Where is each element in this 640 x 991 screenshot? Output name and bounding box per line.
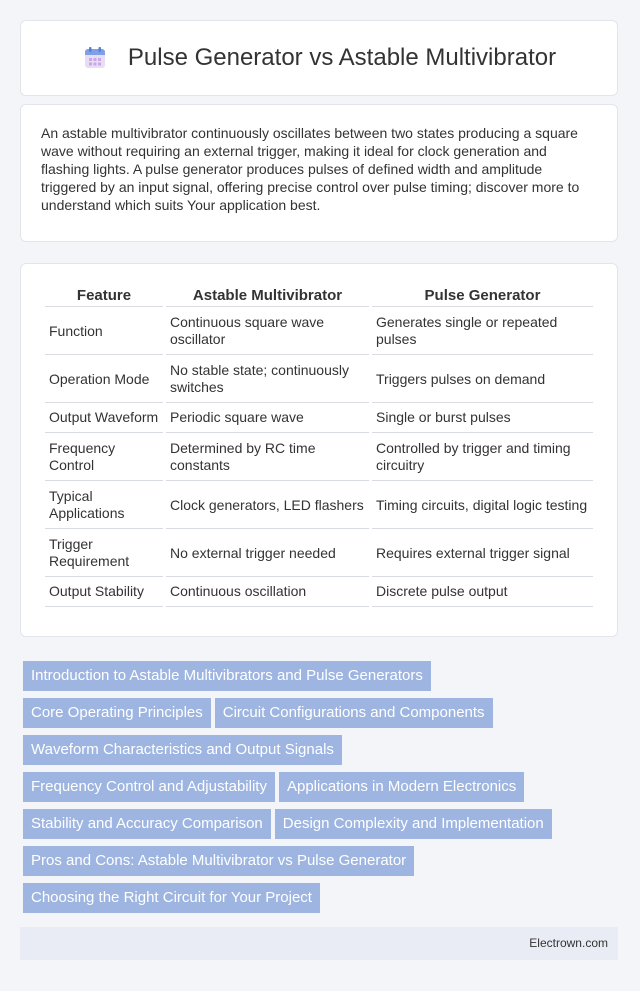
table-cell: Single or burst pulses — [372, 403, 593, 433]
table-cell: Clock generators, LED flashers — [166, 481, 369, 529]
table-row — [45, 481, 593, 529]
topic-tags — [23, 661, 613, 920]
table-cell: Frequency Control — [45, 433, 163, 481]
topic-tag-stability[interactable]: Stability and Accuracy Comparison — [23, 809, 271, 839]
column-header-astable: Astable Multivibrator — [166, 284, 369, 307]
title-card — [20, 20, 618, 96]
table-row — [45, 307, 593, 355]
table-cell: Timing circuits, digital logic testing — [372, 481, 593, 529]
topic-tag-waveform[interactable]: Waveform Characteristics and Output Signals — [23, 735, 342, 765]
table-cell: Operation Mode — [45, 355, 163, 403]
comparison-table — [42, 284, 596, 607]
table-cell: Requires external trigger signal — [372, 529, 593, 577]
comparison-table-card — [20, 263, 618, 637]
topic-tag-core-principles[interactable]: Core Operating Principles — [23, 698, 211, 728]
table-row — [45, 529, 593, 577]
topic-tag-pros-cons[interactable]: Pros and Cons: Astable Multivibrator vs Pulse Generator — [23, 846, 414, 876]
topic-tag-introduction[interactable]: Introduction to Astable Multivibrators and Pulse Generators — [23, 661, 431, 691]
topic-tag-choosing-circuit[interactable]: Choosing the Right Circuit for Your Project — [23, 883, 320, 913]
table-cell: Determined by RC time constants — [166, 433, 369, 481]
table-cell: Output Waveform — [45, 403, 163, 433]
intro-card — [20, 104, 618, 242]
table-row — [45, 403, 593, 433]
table-cell: Continuous square wave oscillator — [166, 307, 369, 355]
footer-site-name: Electrown.com — [529, 936, 608, 950]
table-cell: No stable state; continuously switches — [166, 355, 369, 403]
table-cell: Typical Applications — [45, 481, 163, 529]
table-header-row — [45, 284, 593, 307]
footer — [20, 927, 618, 960]
column-header-pulse: Pulse Generator — [372, 284, 593, 307]
table-cell: Triggers pulses on demand — [372, 355, 593, 403]
table-cell: Controlled by trigger and timing circuitry — [372, 433, 593, 481]
column-header-feature: Feature — [45, 284, 163, 307]
intro-paragraph: An astable multivibrator continuously oscillates between two states producing a square wave without requiring an external trigger, making it ideal for clock generation and flashing lights. A pulse generator produces pulses of defined width and amplitude triggered by an input signal, offering precise control over pulse timing; discover more to understand which suits Your application best. — [41, 125, 580, 213]
topic-tag-frequency-control[interactable]: Frequency Control and Adjustability — [23, 772, 275, 802]
table-cell: Generates single or repeated pulses — [372, 307, 593, 355]
table-cell: Trigger Requirement — [45, 529, 163, 577]
table-cell: Continuous oscillation — [166, 577, 369, 607]
topic-tag-applications[interactable]: Applications in Modern Electronics — [279, 772, 524, 802]
table-cell: No external trigger needed — [166, 529, 369, 577]
table-cell: Discrete pulse output — [372, 577, 593, 607]
table-row — [45, 577, 593, 607]
table-cell: Periodic square wave — [166, 403, 369, 433]
table-cell: Output Stability — [45, 577, 163, 607]
table-cell: Function — [45, 307, 163, 355]
calendar-icon — [82, 45, 108, 71]
table-row — [45, 433, 593, 481]
table-row — [45, 355, 593, 403]
topic-tag-design-complexity[interactable]: Design Complexity and Implementation — [275, 809, 552, 839]
page-title: Pulse Generator vs Astable Multivibrator — [127, 44, 557, 71]
topic-tag-circuit-configurations[interactable]: Circuit Configurations and Components — [215, 698, 493, 728]
